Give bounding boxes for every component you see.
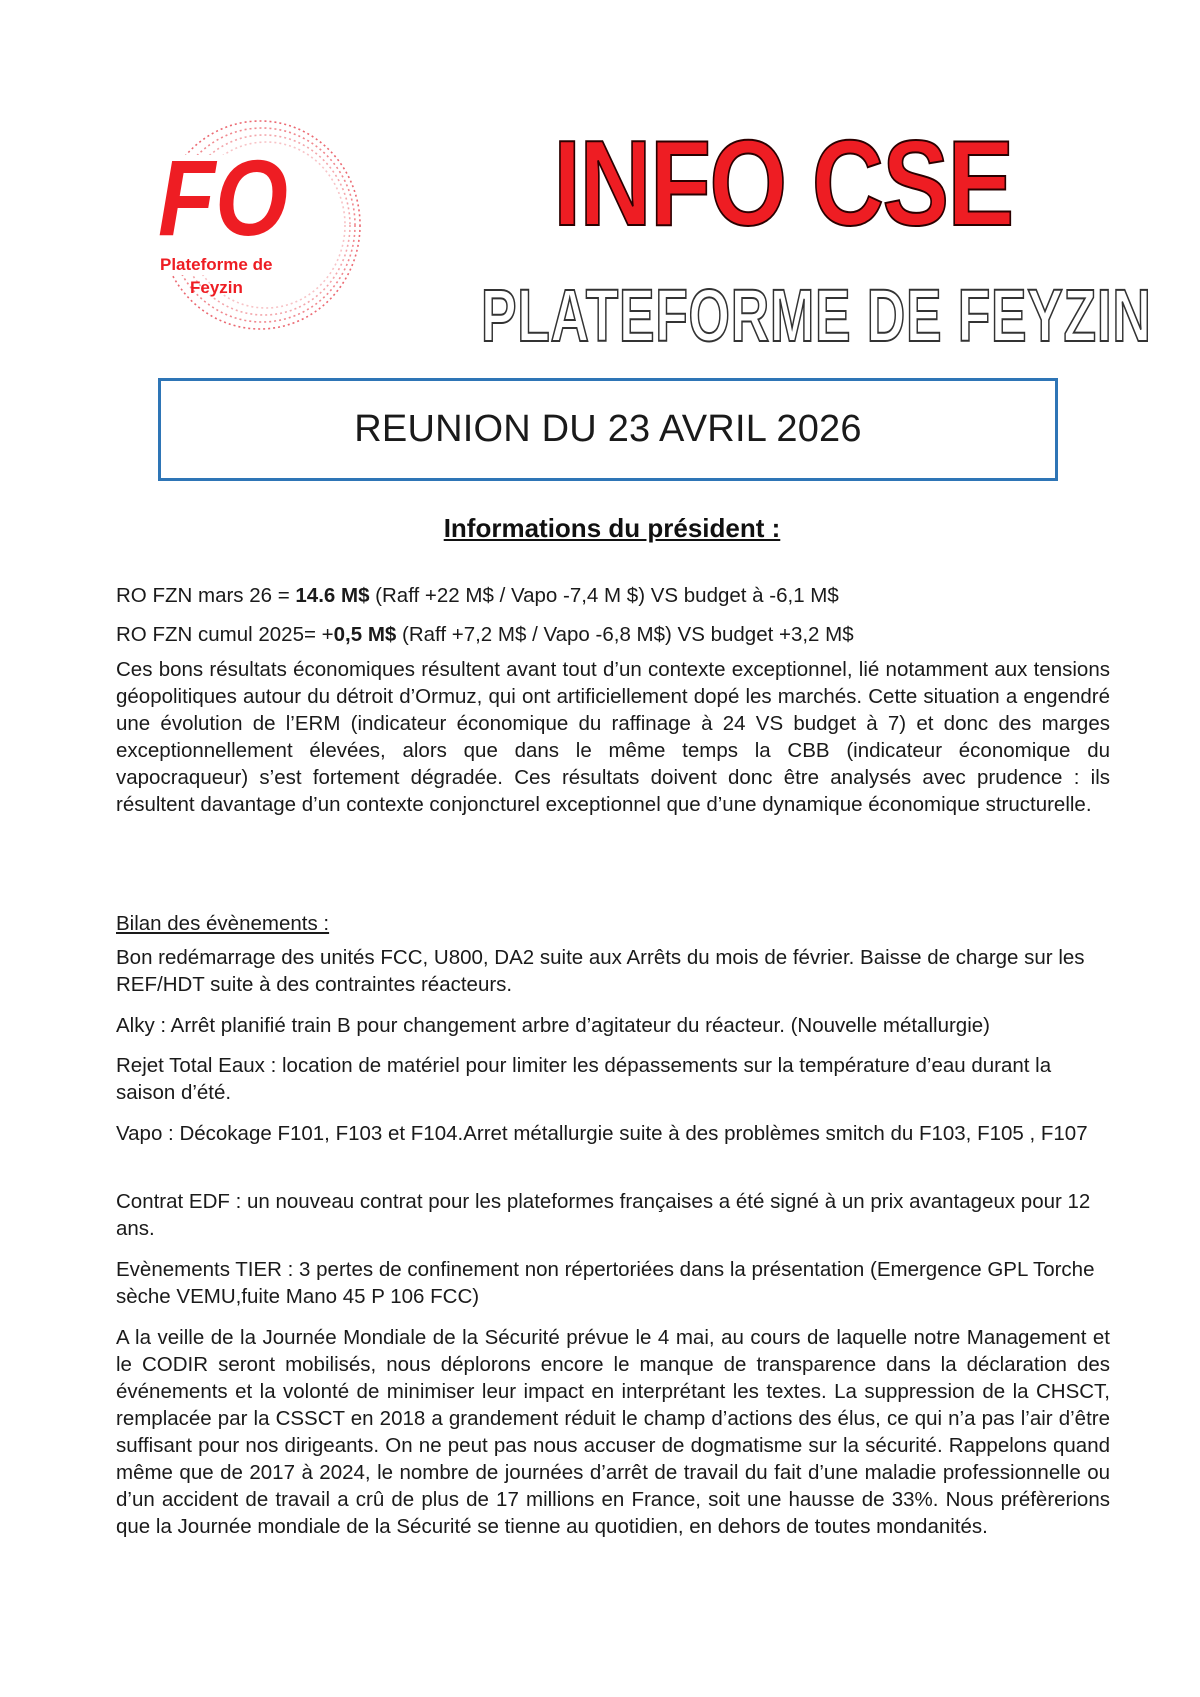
events-heading: Bilan des évènements :	[116, 912, 330, 935]
commentary-safety: A la veille de la Journée Mondiale de la Sécurité prévue le 4 mai, au cours de laquelle notre Management et le CODIR seront mobilisés, nous déplorons encore le manque de transparence dans la déclaration des événements et la volonté de minimiser leur impact en interprétant les textes. La suppression de la CHSCT, remplacée par la CSSCT en 2018 a grandement réduit le champ d’actions des élus, ce qui n’a pas l’air d’être suffisant pour nos dirigeants. On ne peut pas nous accuser de dogmatisme sur la sécurité. Rappelons quand même que de 2017 à 2024, le nombre de journées d’arrêt de travail du fait d’une maladie professionnelle ou d’un accident de travail a crû de plus de 17 millions en France, soit une hausse de 33%. Nous préfèrerions que la Journée mondiale de la Sécurité se tienne au quotidien, en dehors de toutes mondanités.	[116, 1326, 1110, 1538]
results-line-1-suffix: (Raff +22 M$ / Vapo -7,4 M $) VS budget à -6,1 M$	[369, 584, 839, 607]
results-line-2-suffix: (Raff +7,2 M$ / Vapo -6,8 M$) VS budget +3,2 M$	[396, 623, 854, 646]
fo-logo	[150, 115, 365, 340]
commentary-economic: Ces bons résultats économiques résultent avant tout d’un contexte exceptionnel, lié notamment aux tensions géopolitiques autour du détroit d’Ormuz, qui ont artificiellement dopé les marchés. Cette situation a engendré une évolution de l’ERM (indicateur économique du raffinage à 24 VS budget à 7) et donc des marges exceptionnellement élevées, alors que dans le même temps la CBB (indicateur économique du vapocraqueur) s’est fortement dégradée. Ces résultats doivent donc être analysés avec prudence : ils résultent davantage d’un contexte conjoncturel exceptionnel que d’une dynamique économique structurelle.	[116, 658, 1110, 816]
fo-logo-line1: Plateforme de	[160, 255, 273, 274]
event-item: Alky : Arrêt planifié train B pour changement arbre d’agitateur du réacteur. (Nouvelle métallurgie)	[116, 1014, 990, 1037]
results-line-1	[116, 582, 1106, 609]
results-line-2	[116, 621, 1106, 648]
results-line-1-prefix: RO FZN mars 26 =	[116, 584, 296, 607]
section-heading: Informations du président :	[443, 513, 781, 543]
event-item: Contrat EDF : un nouveau contrat pour les plateformes françaises a été signé à un prix avantageux pour 12 ans.	[116, 1190, 1091, 1240]
event-item: Bon redémarrage des unités FCC, U800, DA2 suite aux Arrêts du mois de février. Baisse de charge sur les REF/HDT suite à des contraintes réacteurs.	[116, 946, 1085, 996]
fo-logo-mark: FO	[158, 137, 288, 258]
results-line-1-value: 14.6 M$	[295, 584, 370, 607]
page-subtitle: PLATEFORME DE FEYZIN	[481, 274, 1152, 357]
event-item: Rejet Total Eaux : location de matériel pour limiter les dépassements sur la température d’eau durant la saison d’été.	[116, 1054, 1052, 1104]
meeting-date-box	[158, 378, 1058, 481]
results-line-2-value: 0,5 M$	[333, 623, 397, 646]
fo-logo-line2: Feyzin	[190, 278, 243, 297]
event-item: Vapo : Décokage F101, F103 et F104.Arret métallurgie suite à des problèmes smitch du F103, F105 , F107	[116, 1122, 1088, 1145]
results-line-2-prefix: RO FZN cumul 2025= +	[116, 623, 334, 646]
fo-logo-graphic	[150, 115, 365, 340]
event-item: Evènements TIER : 3 pertes de confinement non répertoriées dans la présentation (Emergence GPL Torche sèche VEMU,fuite Mano 45 P 106 FCC)	[116, 1258, 1095, 1308]
page-title: INFO CSE	[553, 115, 1013, 251]
meeting-date-label: REUNION DU 23 AVRIL 2026	[354, 408, 862, 450]
